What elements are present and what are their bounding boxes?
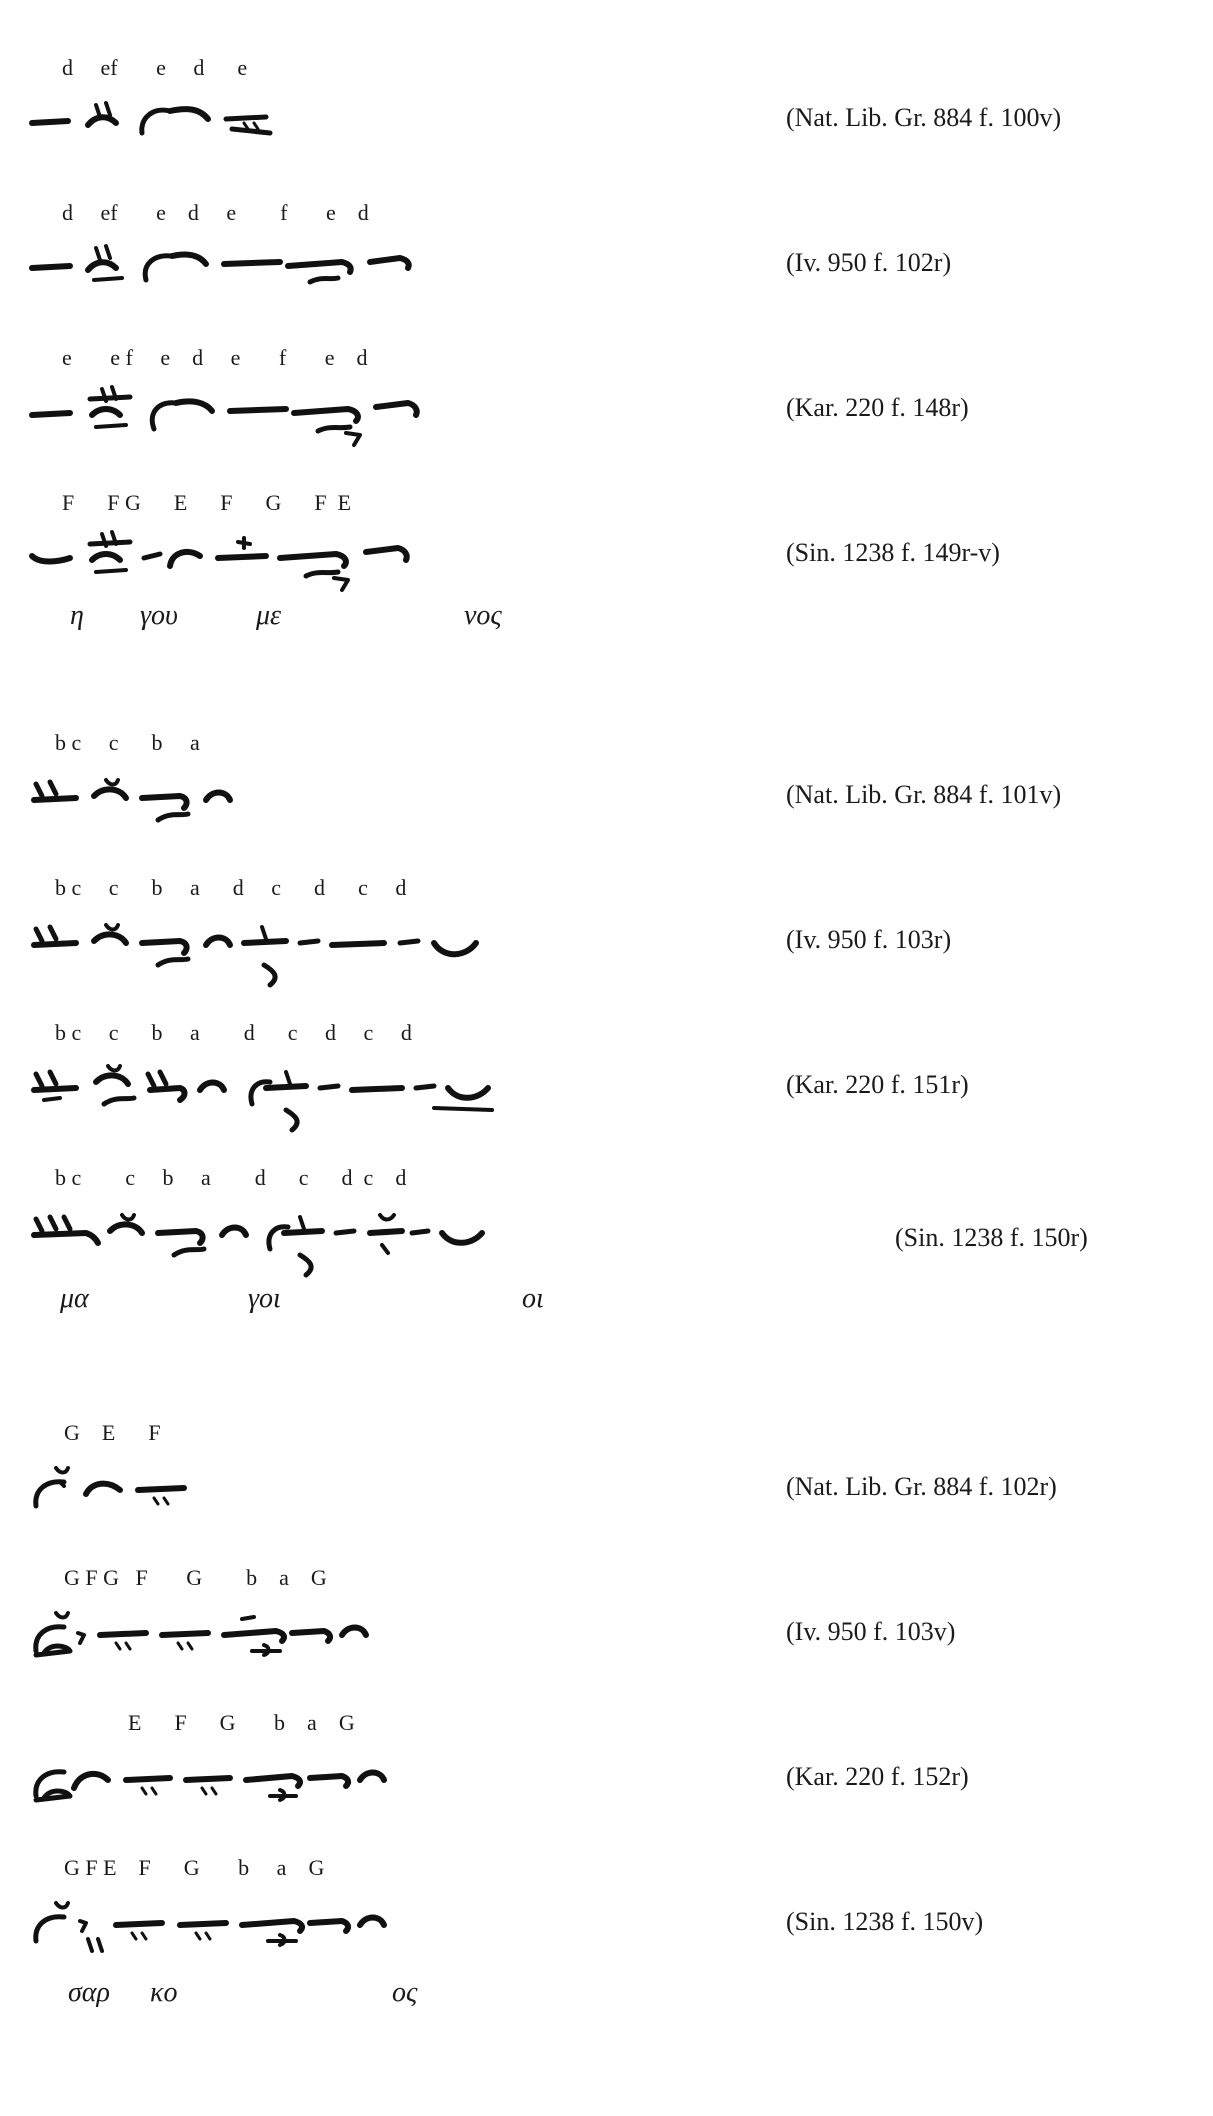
example-row xyxy=(0,1565,1213,1665)
neume-glyphs xyxy=(30,240,530,300)
neume-glyphs xyxy=(30,1060,630,1140)
manuscript-source: (Iv. 950 f. 103v) xyxy=(786,1617,956,1646)
manuscript-source: (Iv. 950 f. 103r) xyxy=(786,925,952,954)
manuscript-source: (Sin. 1238 f. 150r) xyxy=(895,1223,1088,1252)
greek-syllable: με xyxy=(256,600,282,631)
neume-notation xyxy=(30,1460,290,1535)
neume-glyphs xyxy=(30,1605,510,1675)
neume-notation xyxy=(30,1205,630,1290)
pitch-letters: b c c b a d c d c d xyxy=(55,875,407,900)
example-row xyxy=(0,1165,1213,1325)
neume-glyphs xyxy=(30,1895,510,1975)
example-row xyxy=(0,55,1213,155)
neume-glyphs xyxy=(30,1205,630,1285)
neume-glyphs xyxy=(30,915,590,995)
greek-syllable: ος xyxy=(392,1977,418,2008)
example-row xyxy=(0,200,1213,300)
greek-syllable: σαρ xyxy=(68,1977,110,2008)
pitch-letters: b c c b a d c d c d xyxy=(55,1020,412,1045)
pitch-letters: G E F xyxy=(64,1420,161,1445)
greek-syllable: κο xyxy=(150,1977,178,2008)
greek-syllable: οι xyxy=(522,1283,544,1314)
neume-notation xyxy=(30,385,550,460)
pitch-letters: G F E F G b a G xyxy=(64,1855,325,1880)
example-row xyxy=(0,490,1213,640)
manuscript-source: (Nat. Lib. Gr. 884 f. 100v) xyxy=(786,103,1062,132)
neume-notation xyxy=(30,95,360,160)
neume-notation xyxy=(30,770,330,845)
example-row xyxy=(0,1420,1213,1520)
example-row xyxy=(0,345,1213,455)
manuscript-source: (Nat. Lib. Gr. 884 f. 101v) xyxy=(786,780,1062,809)
example-row xyxy=(0,1710,1213,1810)
example-row xyxy=(0,875,1213,985)
neume-glyphs xyxy=(30,1460,290,1530)
pitch-letters: d ef e d e xyxy=(62,55,248,80)
neume-notation xyxy=(30,1060,630,1145)
neume-notation xyxy=(30,240,530,305)
greek-syllable: η xyxy=(70,600,84,631)
neume-notation xyxy=(30,1895,510,1980)
neume-glyphs xyxy=(30,95,360,155)
neume-notation xyxy=(30,915,590,1000)
neume-glyphs xyxy=(30,770,330,840)
manuscript-source: (Sin. 1238 f. 149r-v) xyxy=(786,538,1000,567)
greek-syllable: νος xyxy=(464,600,502,631)
manuscript-source: (Iv. 950 f. 102r) xyxy=(786,248,952,277)
neume-glyphs xyxy=(30,530,550,600)
pitch-letters: F F G E F G F E xyxy=(62,490,352,515)
greek-syllable: γου xyxy=(140,600,178,631)
neume-notation xyxy=(30,1605,510,1680)
manuscript-source: (Nat. Lib. Gr. 884 f. 102r) xyxy=(786,1472,1057,1501)
greek-syllable: μα xyxy=(60,1283,89,1314)
neume-glyphs xyxy=(30,1750,510,1820)
manuscript-source: (Kar. 220 f. 151r) xyxy=(786,1070,969,1099)
example-row xyxy=(0,730,1213,830)
pitch-letters: G F G F G b a G xyxy=(64,1565,327,1590)
pitch-letters: b c c b a xyxy=(55,730,200,755)
pitch-letters: E F G b a G xyxy=(128,1710,355,1735)
greek-syllable: γοι xyxy=(248,1283,281,1314)
neume-notation xyxy=(30,1750,510,1825)
pitch-letters: b c c b a d c d c d xyxy=(55,1165,407,1190)
neume-glyphs xyxy=(30,385,550,455)
neume-notation xyxy=(30,530,550,605)
manuscript-source: (Kar. 220 f. 148r) xyxy=(786,393,969,422)
manuscript-source: (Kar. 220 f. 152r) xyxy=(786,1762,969,1791)
manuscript-source: (Sin. 1238 f. 150v) xyxy=(786,1907,984,1936)
pitch-letters: e e f e d e f e d xyxy=(62,345,368,370)
example-row xyxy=(0,1020,1213,1130)
example-row xyxy=(0,1855,1213,2035)
pitch-letters: d ef e d e f e d xyxy=(62,200,369,225)
